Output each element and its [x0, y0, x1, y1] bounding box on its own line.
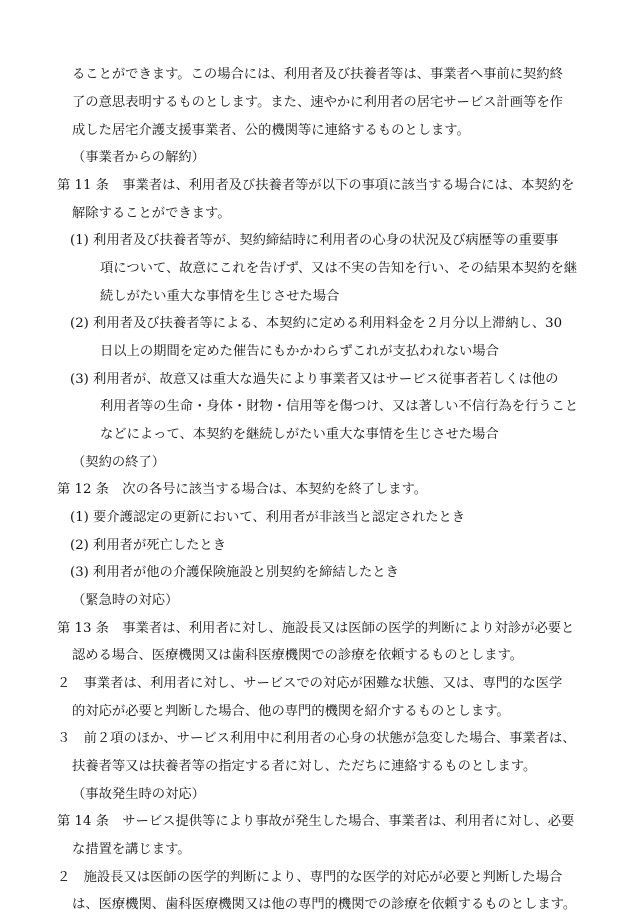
- text-line: な措置を講じます。: [72, 842, 191, 857]
- article-13-heading: 第 13 条 事業者は、利用者に対し、施設長又は医師の医学的判断により対診が必要と: [57, 621, 575, 636]
- section-heading: （事故発生時の対応）: [72, 787, 205, 802]
- text-line: 扶養者等又は扶養者等の指定する者に対し、ただちに連絡するものとします。: [72, 759, 537, 774]
- list-item: (2) 利用者が死亡したとき: [70, 538, 227, 553]
- text-line: などによって、本契約を継続しがたい重大な事情を生じさせた場合: [100, 427, 499, 442]
- article-14-heading: 第 14 条 サービス提供等により事故が発生した場合、事業者は、利用者に対し、必要: [57, 814, 575, 829]
- list-item: (2) 利用者及び扶養者等による、本契約に定める利用料金を２月分以上滞納し、30: [70, 316, 563, 331]
- text-line: 利用者等の生命・身体・財物・信用等を傷つけ、又は著しい不信行為を行うこと: [100, 399, 579, 414]
- text-line: 認める場合、医療機関又は歯科医療機関での診療を依頼するものとします。: [72, 648, 524, 663]
- list-item: (3) 利用者が他の介護保険施設と別契約を締結したとき: [70, 565, 399, 580]
- paragraph-2: ２ 施設長又は医師の医学的判断により、専門的な医学的対応が必要と判断した場合: [57, 870, 563, 885]
- section-heading: （契約の終了）: [72, 455, 166, 470]
- text-line: 日以上の期間を定めた催告にもかかわらずこれが支払われない場合: [100, 344, 499, 359]
- text-line: 続しがたい重大な事情を生じさせた場合: [100, 289, 340, 304]
- section-heading: （緊急時の対応）: [72, 593, 179, 608]
- text-line: 了の意思表明するものとします。また、速やかに利用者の居宅サービス計画等を作: [72, 95, 563, 110]
- article-12-heading: 第 12 条 次の各号に該当する場合は、本契約を終了します。: [57, 482, 428, 497]
- text-line: 成した居宅介護支援事業者、公的機関等に連絡するものとします。: [72, 123, 470, 138]
- text-line: ることができます。この場合には、利用者及び扶養者等は、事業者へ事前に契約終: [72, 67, 563, 82]
- list-item: (1) 利用者及び扶養者等が、契約締結時に利用者の心身の状況及び病歴等の重要事: [70, 233, 559, 248]
- list-item: (3) 利用者が、故意又は重大な過失により事業者又はサービス従事者若しくは他の: [70, 372, 559, 387]
- text-line: は、医療機関、歯科医療機関又は他の専門的機関での診療を依頼するものとします。: [72, 897, 577, 912]
- text-line: 項について、故意にこれを告げず、又は不実の告知を行い、その結果本契約を継: [100, 261, 578, 276]
- text-line: 解除することができます。: [72, 206, 231, 221]
- paragraph-3: ３ 前２項のほか、サービス利用中に利用者の心身の状態が急変した場合、事業者は、: [57, 731, 576, 746]
- list-item: (1) 要介護認定の更新において、利用者が非該当と認定されたとき: [70, 510, 466, 525]
- paragraph-2: ２ 事業者は、利用者に対し、サービスでの対応が困難な状態、又は、専門的な医学: [57, 676, 563, 691]
- article-11-heading: 第 11 条 事業者は、利用者及び扶養者等が以下の事項に該当する場合には、本契約を: [57, 178, 575, 193]
- text-line: 的対応が必要と判断した場合、他の専門的機関を紹介するものとします。: [72, 704, 510, 719]
- section-heading: （事業者からの解約）: [72, 150, 205, 165]
